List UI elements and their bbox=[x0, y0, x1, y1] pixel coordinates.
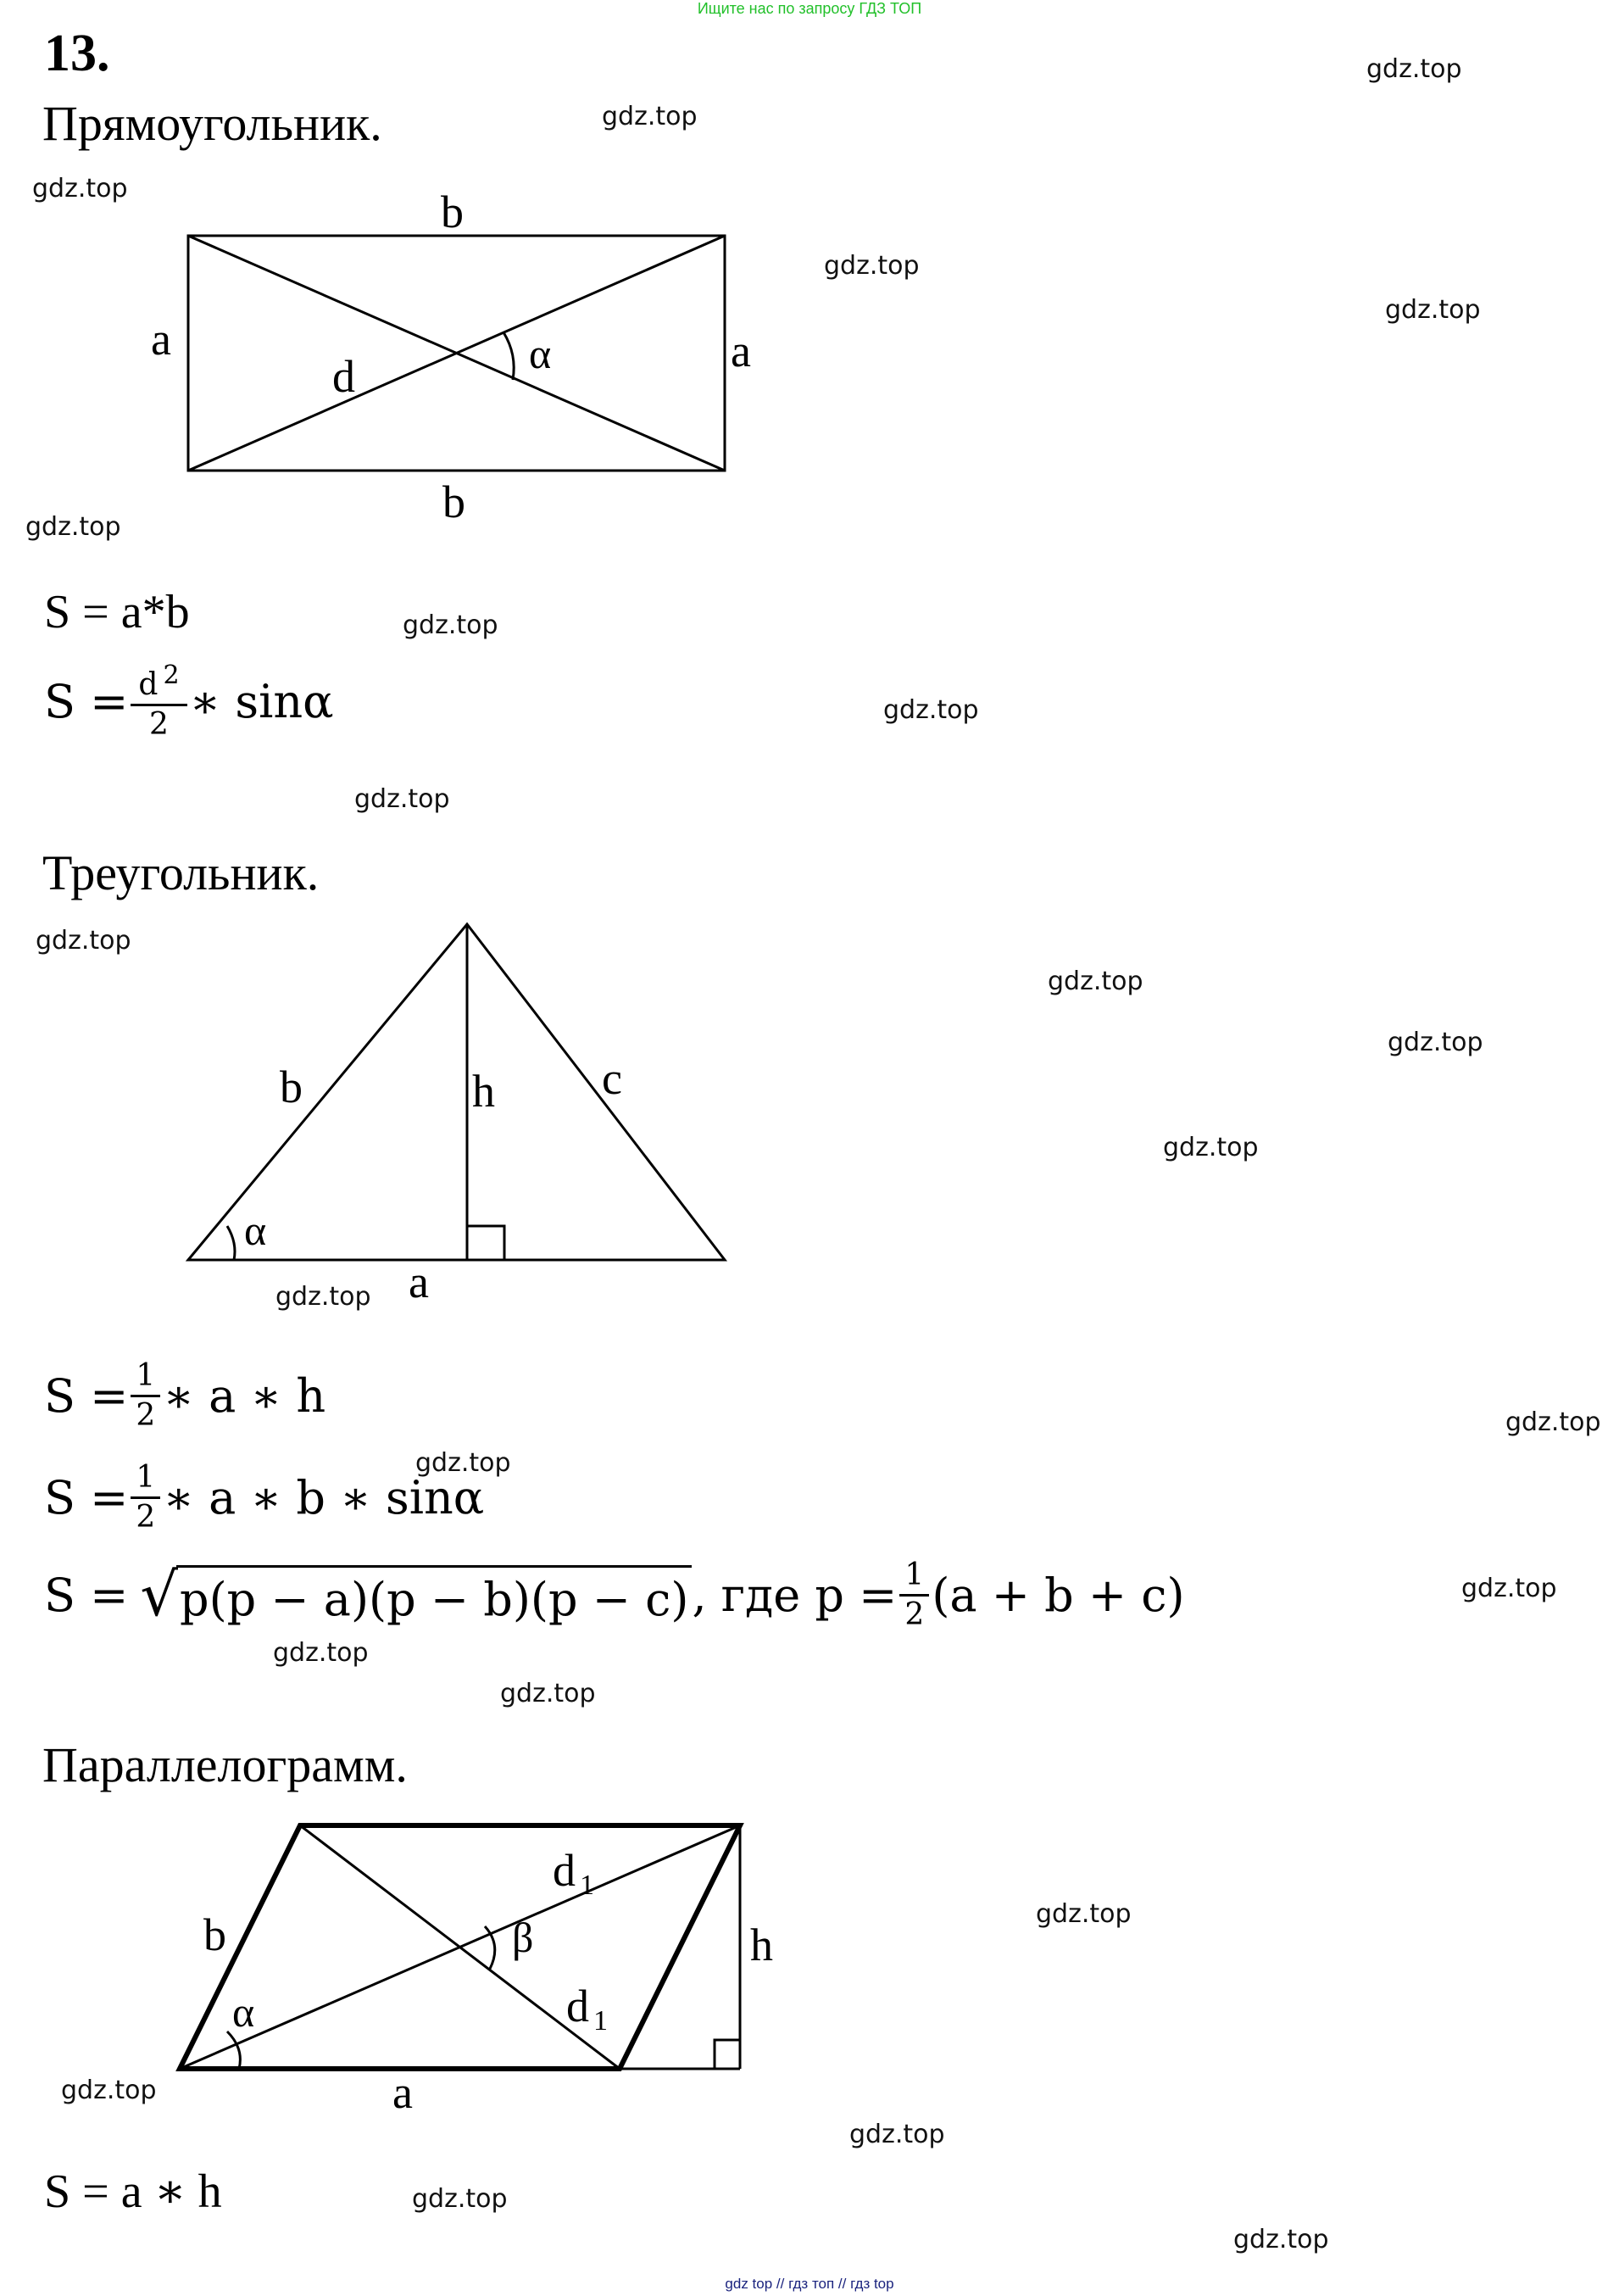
watermark: gdz.top bbox=[1163, 1133, 1259, 1162]
watermark: gdz.top bbox=[25, 512, 121, 542]
tri-formula-1-lhs: S = bbox=[44, 1369, 129, 1423]
tri-formula-2-lhs: S = bbox=[44, 1471, 129, 1524]
watermark: gdz.top bbox=[849, 2120, 945, 2149]
watermark: gdz.top bbox=[1385, 295, 1481, 325]
rect-label-d: d bbox=[332, 351, 355, 402]
watermark: gdz.top bbox=[36, 926, 131, 956]
tri-label-b: b bbox=[280, 1062, 303, 1112]
para-label-alpha: α bbox=[232, 1988, 255, 2036]
rect-formula-2-den: 2 bbox=[149, 707, 169, 742]
footer-links[interactable]: gdz top // гдз топ // гдз top bbox=[725, 2276, 894, 2292]
rect-formula-2-fraction bbox=[133, 660, 184, 742]
para-label-d1-bottom: d bbox=[566, 1981, 589, 2031]
watermark: gdz.top bbox=[883, 695, 979, 725]
tri-formula-2-den: 2 bbox=[136, 1500, 156, 1535]
rect-label-b-top: b bbox=[441, 187, 464, 237]
watermark: gdz.top bbox=[1505, 1407, 1601, 1437]
watermark: gdz.top bbox=[415, 1448, 511, 1478]
para-label-a: a bbox=[392, 2067, 413, 2118]
tri-label-alpha: α bbox=[244, 1207, 267, 1254]
tri-formula-3-den: 2 bbox=[904, 1597, 925, 1632]
rect-label-b-bottom: b bbox=[442, 476, 465, 527]
triangle-figure bbox=[188, 924, 725, 1260]
tri-formula-3-num: 1 bbox=[904, 1558, 925, 1592]
tri-formula-1-den: 2 bbox=[136, 1398, 156, 1433]
watermark: gdz.top bbox=[1036, 1899, 1132, 1929]
watermark: gdz.top bbox=[412, 2184, 508, 2214]
tri-formula-3 bbox=[44, 1560, 1185, 1630]
watermark: gdz.top bbox=[273, 1638, 369, 1668]
rect-label-a-left: a bbox=[151, 314, 171, 365]
parallelogram-title: Параллелограмм. bbox=[42, 1737, 408, 1792]
tri-formula-3-fraction bbox=[902, 1560, 926, 1630]
tri-formula-2-num: 1 bbox=[136, 1460, 156, 1495]
watermark: gdz.top bbox=[824, 251, 920, 281]
problem-number: 13. bbox=[44, 25, 110, 82]
tri-formula-2-rest: ∗ a ∗ b ∗ sinα bbox=[163, 1471, 485, 1524]
watermark: gdz.top bbox=[61, 2076, 157, 2105]
para-label-beta: β bbox=[512, 1914, 534, 1961]
rect-label-alpha: α bbox=[529, 330, 552, 377]
rect-formula-1: S = a*b bbox=[44, 586, 190, 638]
parallelogram-figure bbox=[180, 1825, 740, 2069]
watermark: gdz.top bbox=[1461, 1574, 1557, 1603]
watermark: gdz.top bbox=[500, 1679, 596, 1708]
tri-formula-3-lhs: S = bbox=[44, 1569, 129, 1622]
tri-formula-3-sqrt: √ p(p − a)(p − b)(p − c) bbox=[140, 1565, 692, 1626]
para-label-h: h bbox=[750, 1920, 773, 1970]
para-label-d1-top-sub: 1 bbox=[580, 1870, 594, 1901]
tri-formula-1-num: 1 bbox=[136, 1358, 156, 1393]
triangle-title: Треугольник. bbox=[42, 845, 320, 900]
rect-formula-2 bbox=[44, 660, 334, 742]
watermark: gdz.top bbox=[403, 610, 498, 640]
watermark: gdz.top bbox=[32, 174, 128, 203]
para-label-d1-bottom-sub: 1 bbox=[593, 2005, 608, 2037]
top-banner[interactable]: Ищите нас по запросу ГДЗ ТОП bbox=[697, 0, 922, 17]
tri-formula-3-rest: (a + b + c) bbox=[932, 1569, 1185, 1622]
tri-formula-3-radicand: p(p − a)(p − b)(p − c) bbox=[176, 1565, 692, 1626]
rect-formula-2-rest: ∗ sinα bbox=[189, 675, 334, 728]
rectangle-title: Прямоугольник. bbox=[42, 96, 382, 151]
watermark: gdz.top bbox=[1366, 54, 1462, 84]
rect-formula-2-num: d bbox=[138, 667, 159, 702]
tri-formula-1 bbox=[44, 1358, 326, 1433]
tri-formula-1-rest: ∗ a ∗ h bbox=[163, 1369, 326, 1423]
rect-label-a-right: a bbox=[731, 326, 751, 376]
para-formula-1: S = a ∗ h bbox=[44, 2165, 222, 2218]
watermark: gdz.top bbox=[1388, 1028, 1483, 1057]
tri-formula-1-fraction bbox=[133, 1358, 158, 1433]
tri-label-h: h bbox=[472, 1066, 495, 1117]
rect-formula-2-lhs: S = bbox=[44, 675, 129, 728]
para-label-d1-top: d bbox=[553, 1845, 576, 1896]
para-label-b: b bbox=[203, 1909, 226, 1960]
watermark: gdz.top bbox=[354, 784, 450, 814]
watermark: gdz.top bbox=[1233, 2225, 1329, 2254]
rect-formula-2-num-exp: 2 bbox=[163, 660, 180, 690]
watermark: gdz.top bbox=[602, 102, 698, 131]
rectangle-figure bbox=[188, 236, 725, 471]
watermark: gdz.top bbox=[1048, 967, 1143, 996]
tri-formula-2-fraction bbox=[133, 1460, 158, 1535]
watermark: gdz.top bbox=[275, 1282, 371, 1312]
tri-label-c: c bbox=[602, 1053, 622, 1104]
tri-formula-3-mid: , где p = bbox=[692, 1569, 898, 1622]
tri-label-a: a bbox=[409, 1257, 429, 1307]
